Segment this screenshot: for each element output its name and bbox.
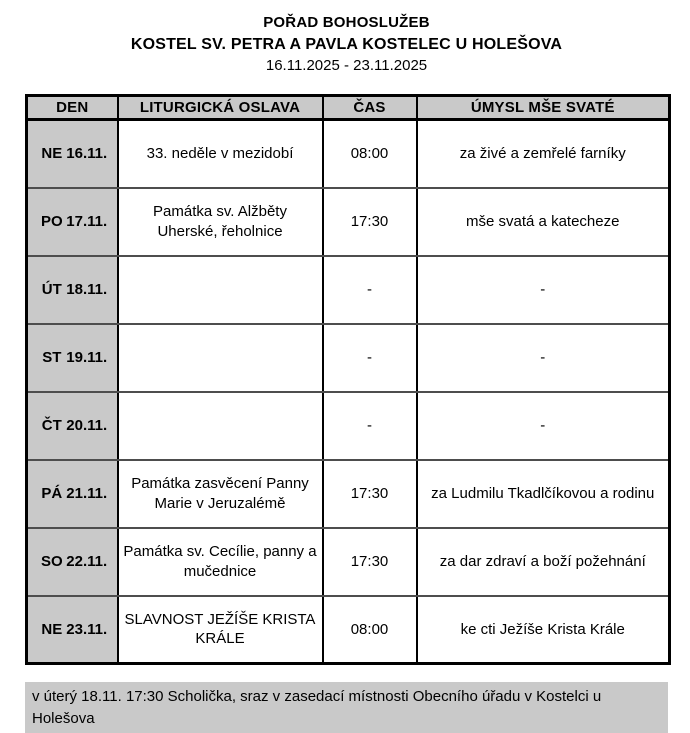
column-header-liturgicka-oslava: LITURGICKÁ OSLAVA (118, 96, 323, 120)
intention-cell: - (417, 392, 670, 460)
intention-cell: za Ludmilu Tkadlčíkovou a rodinu (417, 460, 670, 528)
day-cell (27, 324, 118, 392)
celebration-cell: Památka zasvěcení Panny Marie v Jeruzalémě (118, 460, 323, 528)
table-row (27, 188, 670, 256)
celebration-cell: Památka sv. Cecílie, panny a mučednice (118, 528, 323, 596)
day-date: 16.11. (66, 145, 108, 163)
day-abbr: PO (40, 212, 63, 230)
time-cell: - (323, 256, 417, 324)
table-header-row (27, 96, 670, 120)
time-cell: - (323, 324, 417, 392)
day-date: 22.11. (66, 552, 108, 570)
day-date: 23.11. (66, 620, 108, 638)
day-abbr: PÁ (41, 484, 63, 502)
table-row (27, 256, 670, 324)
day-abbr: NE (41, 620, 63, 638)
day-abbr: ST (42, 348, 62, 366)
date-range: 16.11.2025 - 23.11.2025 (265, 57, 428, 75)
day-abbr: NE (41, 145, 63, 163)
celebration-cell: SLAVNOST JEŽÍŠE KRISTA KRÁLE (118, 596, 323, 664)
celebration-cell (118, 392, 323, 460)
day-date: 19.11. (66, 348, 108, 366)
schedule-table (25, 94, 671, 665)
day-date: 21.11. (66, 484, 108, 502)
intention-cell: ke cti Ježíše Krista Krále (417, 596, 670, 664)
intention-cell: za dar zdraví a boží požehnání (417, 528, 670, 596)
page-title: POŘAD BOHOSLUŽEB (263, 14, 430, 31)
time-cell: 08:00 (323, 596, 417, 664)
time-cell: 08:00 (323, 120, 417, 188)
time-cell: 17:30 (323, 528, 417, 596)
time-cell: 17:30 (323, 460, 417, 528)
footer-note: v úterý 18.11. 17:30 Scholička, sraz v zasedací místnosti Obecního úřadu v Kostelci u Holešova (25, 682, 668, 733)
table-row (27, 324, 670, 392)
day-cell (27, 120, 118, 188)
day-cell (27, 188, 118, 256)
day-cell (27, 460, 118, 528)
day-date: 17.11. (66, 212, 108, 230)
day-date: 20.11. (66, 416, 108, 434)
intention-cell: - (417, 324, 670, 392)
day-abbr: SO (40, 552, 63, 570)
day-cell (27, 596, 118, 664)
table-row (27, 460, 670, 528)
time-cell: 17:30 (323, 188, 417, 256)
column-header-umysl: ÚMYSL MŠE SVATÉ (417, 96, 670, 120)
day-cell (27, 256, 118, 324)
title-block (25, 12, 668, 77)
celebration-cell: Památka sv. Alžběty Uherské, řeholnice (118, 188, 323, 256)
day-date: 18.11. (66, 280, 108, 298)
intention-cell: za živé a zemřelé farníky (417, 120, 670, 188)
intention-cell: mše svatá a katecheze (417, 188, 670, 256)
table-row (27, 120, 670, 188)
day-abbr: ÚT (41, 280, 62, 298)
table-row (27, 392, 670, 460)
celebration-cell (118, 256, 323, 324)
column-header-cas: ČAS (323, 96, 417, 120)
table-row (27, 528, 670, 596)
intention-cell: - (417, 256, 670, 324)
column-header-den: DEN (27, 96, 118, 120)
time-cell: - (323, 392, 417, 460)
table-row (27, 596, 670, 664)
day-abbr: ČT (41, 416, 62, 434)
celebration-cell: 33. neděle v mezidobí (118, 120, 323, 188)
day-cell (27, 528, 118, 596)
church-name: KOSTEL SV. PETRA A PAVLA KOSTELEC U HOLEŠOVA (130, 35, 563, 53)
day-cell (27, 392, 118, 460)
celebration-cell (118, 324, 323, 392)
